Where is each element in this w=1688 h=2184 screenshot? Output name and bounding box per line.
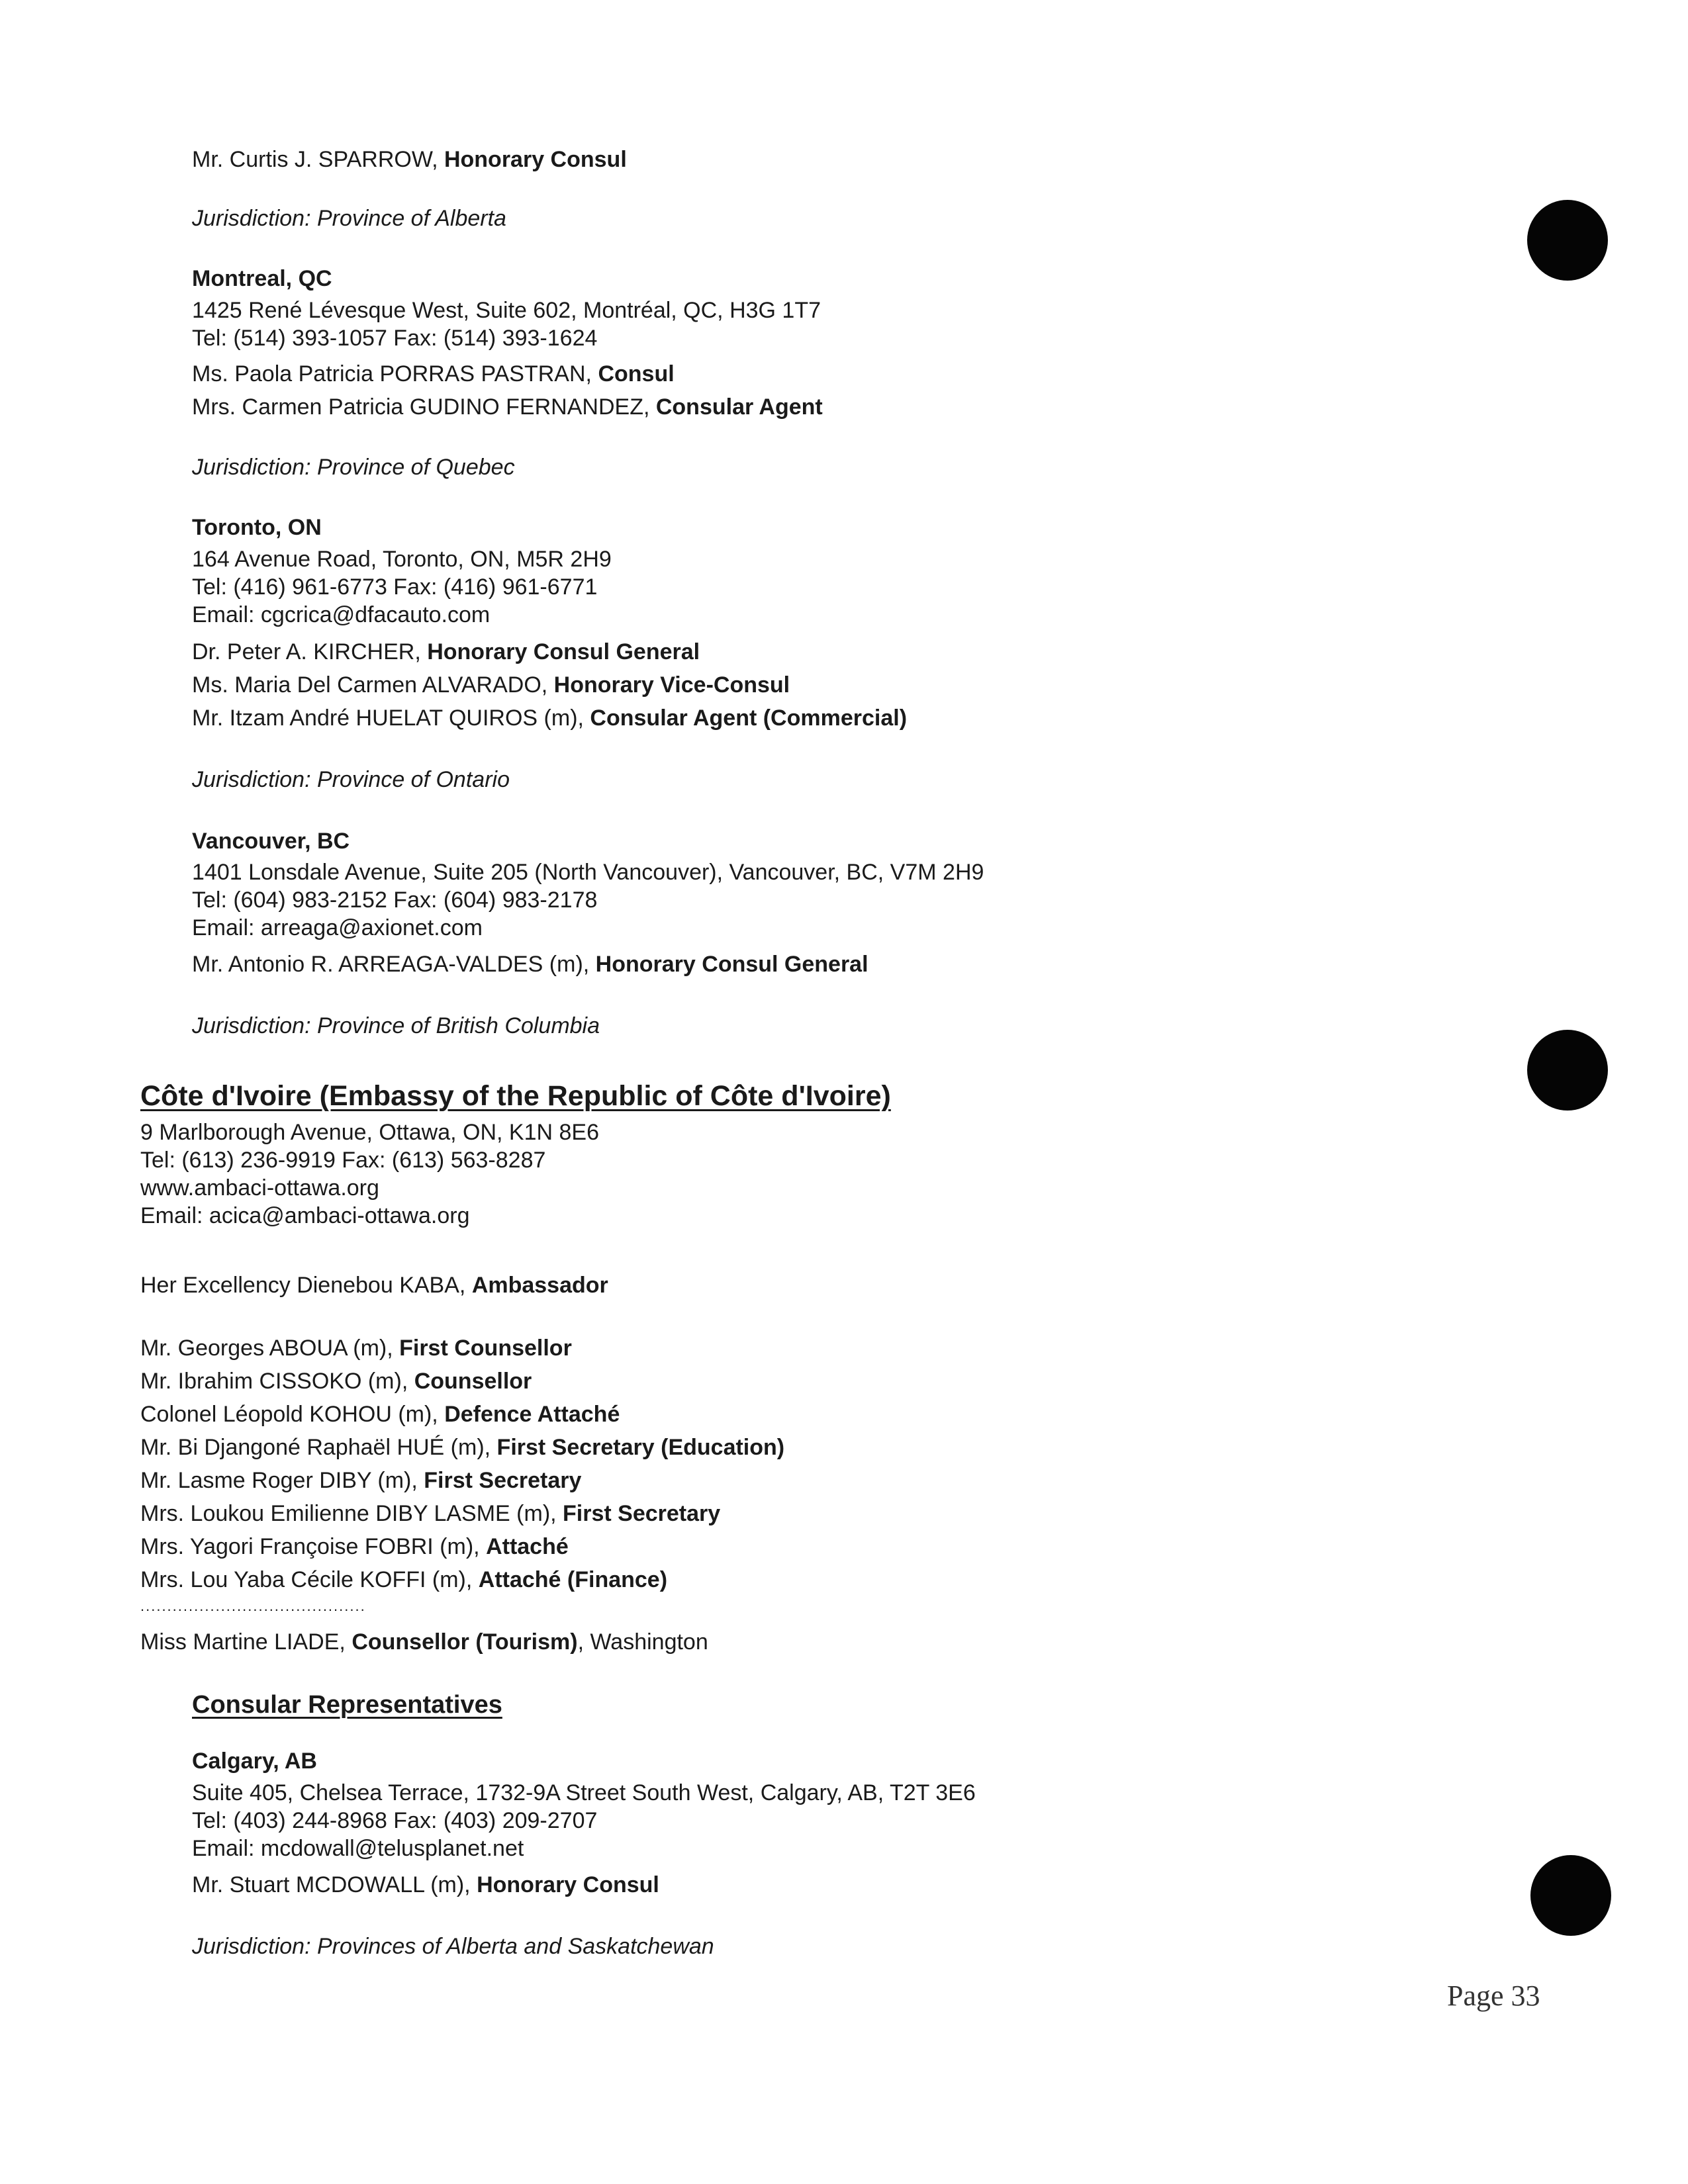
person-name: Miss Martine LIADE,: [140, 1629, 352, 1655]
embassy-email: Email: acica@ambaci-ottawa.org: [140, 1203, 470, 1228]
jurisdiction-alberta-saskatchewan: Jurisdiction: Provinces of Alberta and Saskatchewan: [192, 1934, 714, 1959]
person-title: Counsellor (Tourism): [352, 1629, 578, 1655]
montreal-tel: Tel: (514) 393-1057 Fax: (514) 393-1624: [192, 326, 598, 351]
country-heading: Côte d'Ivoire (Embassy of the Republic of Côte d'Ivoire): [140, 1080, 891, 1112]
person-entry: [192, 1871, 659, 1899]
jurisdiction-alberta: Jurisdiction: Province of Alberta: [192, 206, 506, 231]
city-heading-toronto: Toronto, ON: [192, 515, 322, 540]
person-title: Attaché (Finance): [478, 1567, 668, 1592]
person-name: Mrs. Loukou Emilienne DIBY LASME (m),: [140, 1501, 563, 1526]
person-name: Ms. Paola Patricia PORRAS PASTRAN,: [192, 361, 598, 387]
person-entry: [192, 638, 700, 666]
person-title: Honorary Consul General: [595, 952, 868, 977]
person-name: Mr. Ibrahim CISSOKO (m),: [140, 1369, 414, 1394]
staff-entry: [140, 1367, 532, 1395]
staff-entry: [140, 1533, 569, 1561]
person-name: Dr. Peter A. KIRCHER,: [192, 639, 428, 664]
staff-entry: [140, 1433, 784, 1461]
person-title: Honorary Consul: [444, 147, 627, 172]
person-title: Attaché: [486, 1534, 569, 1559]
person-title: Honorary Consul General: [427, 639, 700, 664]
staff-entry: [140, 1628, 708, 1656]
staff-entry: [140, 1500, 720, 1527]
person-entry: [192, 393, 823, 421]
person-name: Her Excellency Dienebou KABA,: [140, 1273, 472, 1298]
person-entry: [192, 360, 675, 388]
person-title: Ambassador: [471, 1273, 608, 1298]
person-entry: [192, 950, 868, 978]
jurisdiction-ontario: Jurisdiction: Province of Ontario: [192, 767, 510, 792]
person-title: Honorary Vice-Consul: [553, 672, 790, 698]
staff-entry: [140, 1334, 572, 1362]
person-title: First Counsellor: [399, 1336, 572, 1361]
person-title: Counsellor: [414, 1369, 532, 1394]
person-title: Consular Agent (Commercial): [590, 705, 908, 731]
toronto-address: 164 Avenue Road, Toronto, ON, M5R 2H9: [192, 547, 612, 572]
vancouver-email: Email: arreaga@axionet.com: [192, 915, 483, 940]
person-title: First Secretary: [563, 1501, 721, 1526]
staff-entry: [140, 1467, 581, 1494]
person-name: Mr. Stuart MCDOWALL (m),: [192, 1872, 477, 1897]
embassy-tel: Tel: (613) 236-9919 Fax: (613) 563-8287: [140, 1148, 546, 1173]
jurisdiction-quebec: Jurisdiction: Province of Quebec: [192, 455, 515, 480]
person-title: First Secretary: [424, 1468, 582, 1493]
person-name: Mr. Georges ABOUA (m),: [140, 1336, 400, 1361]
embassy-website: www.ambaci-ottawa.org: [140, 1175, 379, 1201]
person-title: Honorary Consul: [477, 1872, 659, 1897]
person-title: First Secretary (Education): [496, 1435, 785, 1460]
person-name: Colonel Léopold KOHOU (m),: [140, 1402, 445, 1427]
binder-hole-bottom: [1530, 1855, 1611, 1936]
person-name: Mr. Curtis J. SPARROW,: [192, 147, 444, 172]
consular-representatives-heading: Consular Representatives: [192, 1691, 502, 1719]
embassy-address: 9 Marlborough Avenue, Ottawa, ON, K1N 8E6: [140, 1120, 599, 1145]
staff-entry: [140, 1566, 667, 1594]
person-name: Mrs. Carmen Patricia GUDINO FERNANDEZ,: [192, 394, 656, 420]
person-name: Mr. Bi Djangoné Raphaël HUÉ (m),: [140, 1435, 497, 1460]
staff-entry: [140, 1400, 620, 1428]
person-title: Consular Agent: [655, 394, 823, 420]
binder-hole-middle: [1527, 1030, 1608, 1111]
city-heading-calgary: Calgary, AB: [192, 1749, 317, 1774]
montreal-address: 1425 René Lévesque West, Suite 602, Montréal, QC, H3G 1T7: [192, 298, 821, 323]
person-title: Consul: [598, 361, 675, 387]
person-name: Mrs. Yagori Françoise FOBRI (m),: [140, 1534, 487, 1559]
person-location: , Washington: [577, 1629, 708, 1655]
person-name: Mr. Antonio R. ARREAGA-VALDES (m),: [192, 952, 596, 977]
person-title: Defence Attaché: [444, 1402, 620, 1427]
person-name: Mr. Itzam André HUELAT QUIROS (m),: [192, 705, 590, 731]
person-entry: [192, 704, 907, 732]
jurisdiction-british-columbia: Jurisdiction: Province of British Columbia: [192, 1013, 600, 1038]
person-entry: [192, 146, 627, 173]
toronto-email: Email: cgcrica@dfacauto.com: [192, 602, 491, 627]
binder-hole-top: [1527, 200, 1608, 281]
page-number: Page 33: [1447, 1979, 1540, 2012]
person-name: Mr. Lasme Roger DIBY (m),: [140, 1468, 424, 1493]
person-entry: [192, 671, 790, 699]
toronto-tel: Tel: (416) 961-6773 Fax: (416) 961-6771: [192, 574, 598, 600]
person-name: Ms. Maria Del Carmen ALVARADO,: [192, 672, 554, 698]
person-name: Mrs. Lou Yaba Cécile KOFFI (m),: [140, 1567, 479, 1592]
dotted-separator: ..........................................: [140, 1598, 366, 1614]
calgary-tel: Tel: (403) 244-8968 Fax: (403) 209-2707: [192, 1808, 598, 1833]
city-heading-montreal: Montreal, QC: [192, 266, 332, 291]
city-heading-vancouver: Vancouver, BC: [192, 829, 350, 854]
calgary-address: Suite 405, Chelsea Terrace, 1732-9A Street South West, Calgary, AB, T2T 3E6: [192, 1780, 976, 1805]
ambassador-entry: [140, 1271, 608, 1299]
calgary-email: Email: mcdowall@telusplanet.net: [192, 1836, 524, 1861]
vancouver-tel: Tel: (604) 983-2152 Fax: (604) 983-2178: [192, 887, 598, 913]
vancouver-address: 1401 Lonsdale Avenue, Suite 205 (North Vancouver), Vancouver, BC, V7M 2H9: [192, 860, 984, 885]
